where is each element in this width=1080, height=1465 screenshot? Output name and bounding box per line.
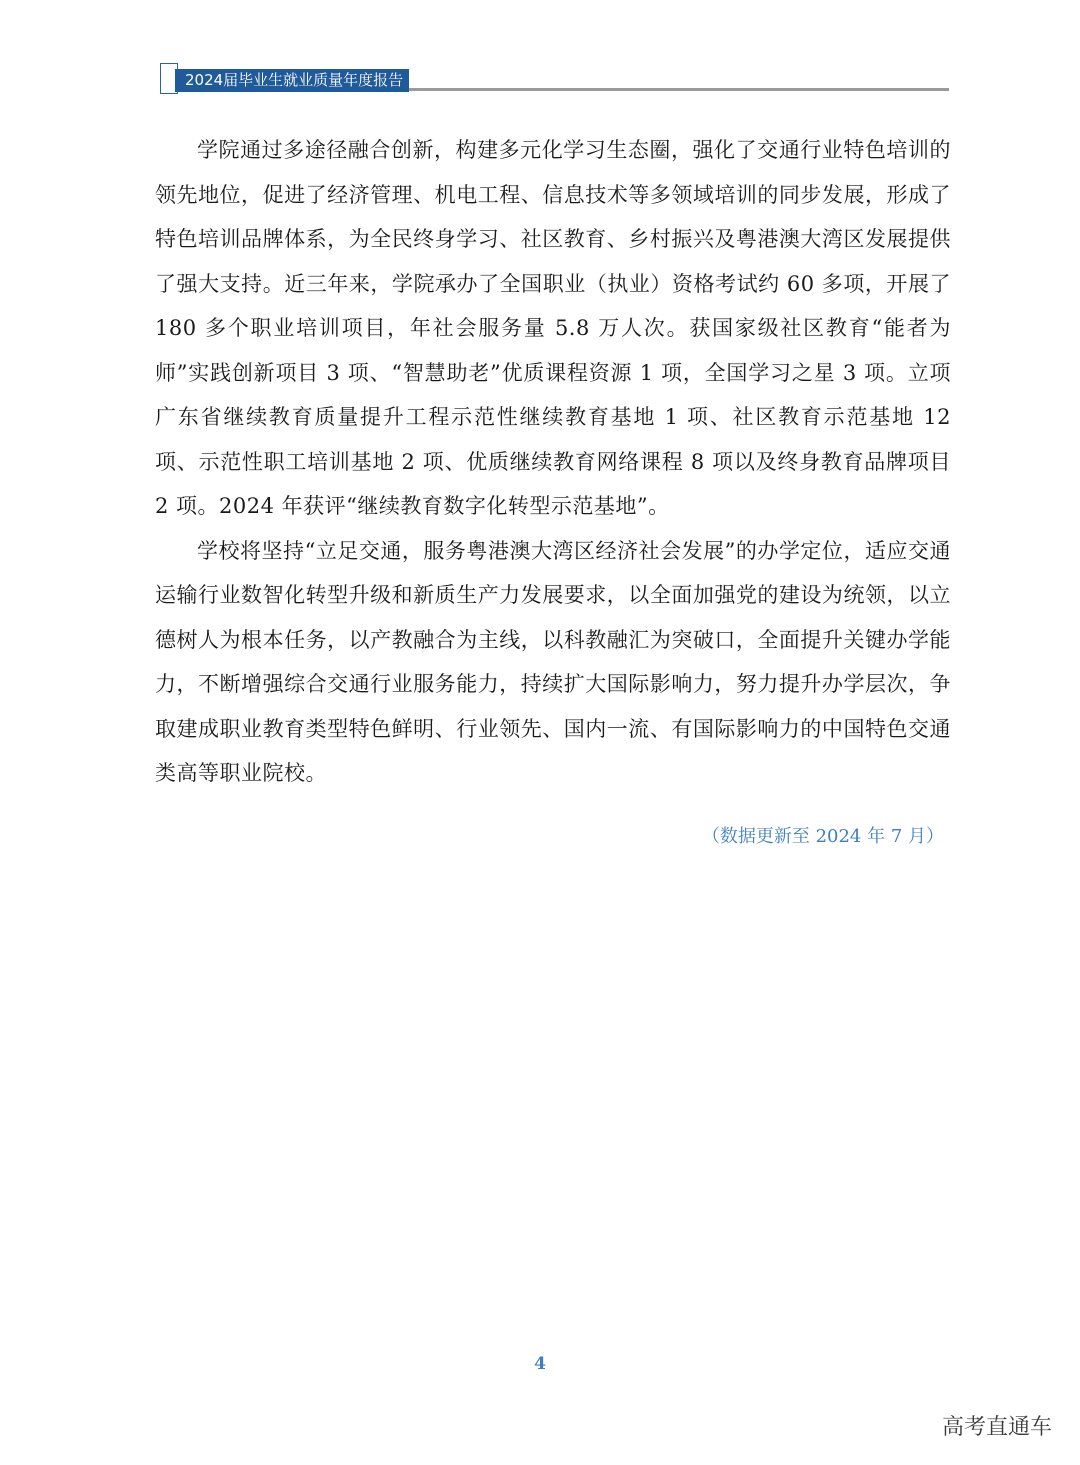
paragraph-continuing-education: 学院通过多途径融合创新，构建多元化学习生态圈，强化了交通行业特色培训的领先地位，促进了经济管理、机电工程、信息技术等多领域培训的同步发展，形成了特色培训品牌体系，为全民终身学习、社区教育、乡村振兴及粤港澳大湾区发展提供了强大支持。近三年来，学院承办了全国职业（执业）资格考试约 60 多项，开展了 180 多个职业培训项目，年社会服务量 5.8 万人次。获国家级社区教育“能者为师”实践创新项目 3 项、“智慧助老”优质课程资源 1 项，全国学习之星 3 项。立项广东省继续教育质量提升工程示范性继续教育基地 1 项、社区教育示范基地 12 项、示范性职工培训基地 2 项、优质继续教育网络课程 8 项以及终身教育品牌项目 2 项。2024 年获评“继续教育数字化转型示范基地”。: [155, 138, 951, 518]
data-update-note: （数据更新至 2024 年 7 月）: [701, 826, 944, 847]
header-divider: [409, 88, 949, 91]
paragraph-development-goals: 学校将坚持“立足交通，服务粤港澳大湾区经济社会发展”的办学定位，适应交通运输行业数智化转型升级和新质生产力发展要求，以全面加强党的建设为统领，以立德树人为根本任务，以产教融合为主线，以科教融汇为突破口，全面提升关键办学能力，不断增强综合交通行业服务能力，持续扩大国际影响力，努力提升办学层次，争取建成职业教育类型特色鲜明、行业领先、国内一流、有国际影响力的中国特色交通类高等职业院校。: [155, 538, 951, 785]
report-body: [155, 128, 951, 796]
source-watermark: 高考直通车: [941, 1415, 1052, 1440]
page-number: 4: [534, 1354, 546, 1374]
report-header-title: 2024届毕业生就业质量年度报告: [175, 69, 409, 92]
